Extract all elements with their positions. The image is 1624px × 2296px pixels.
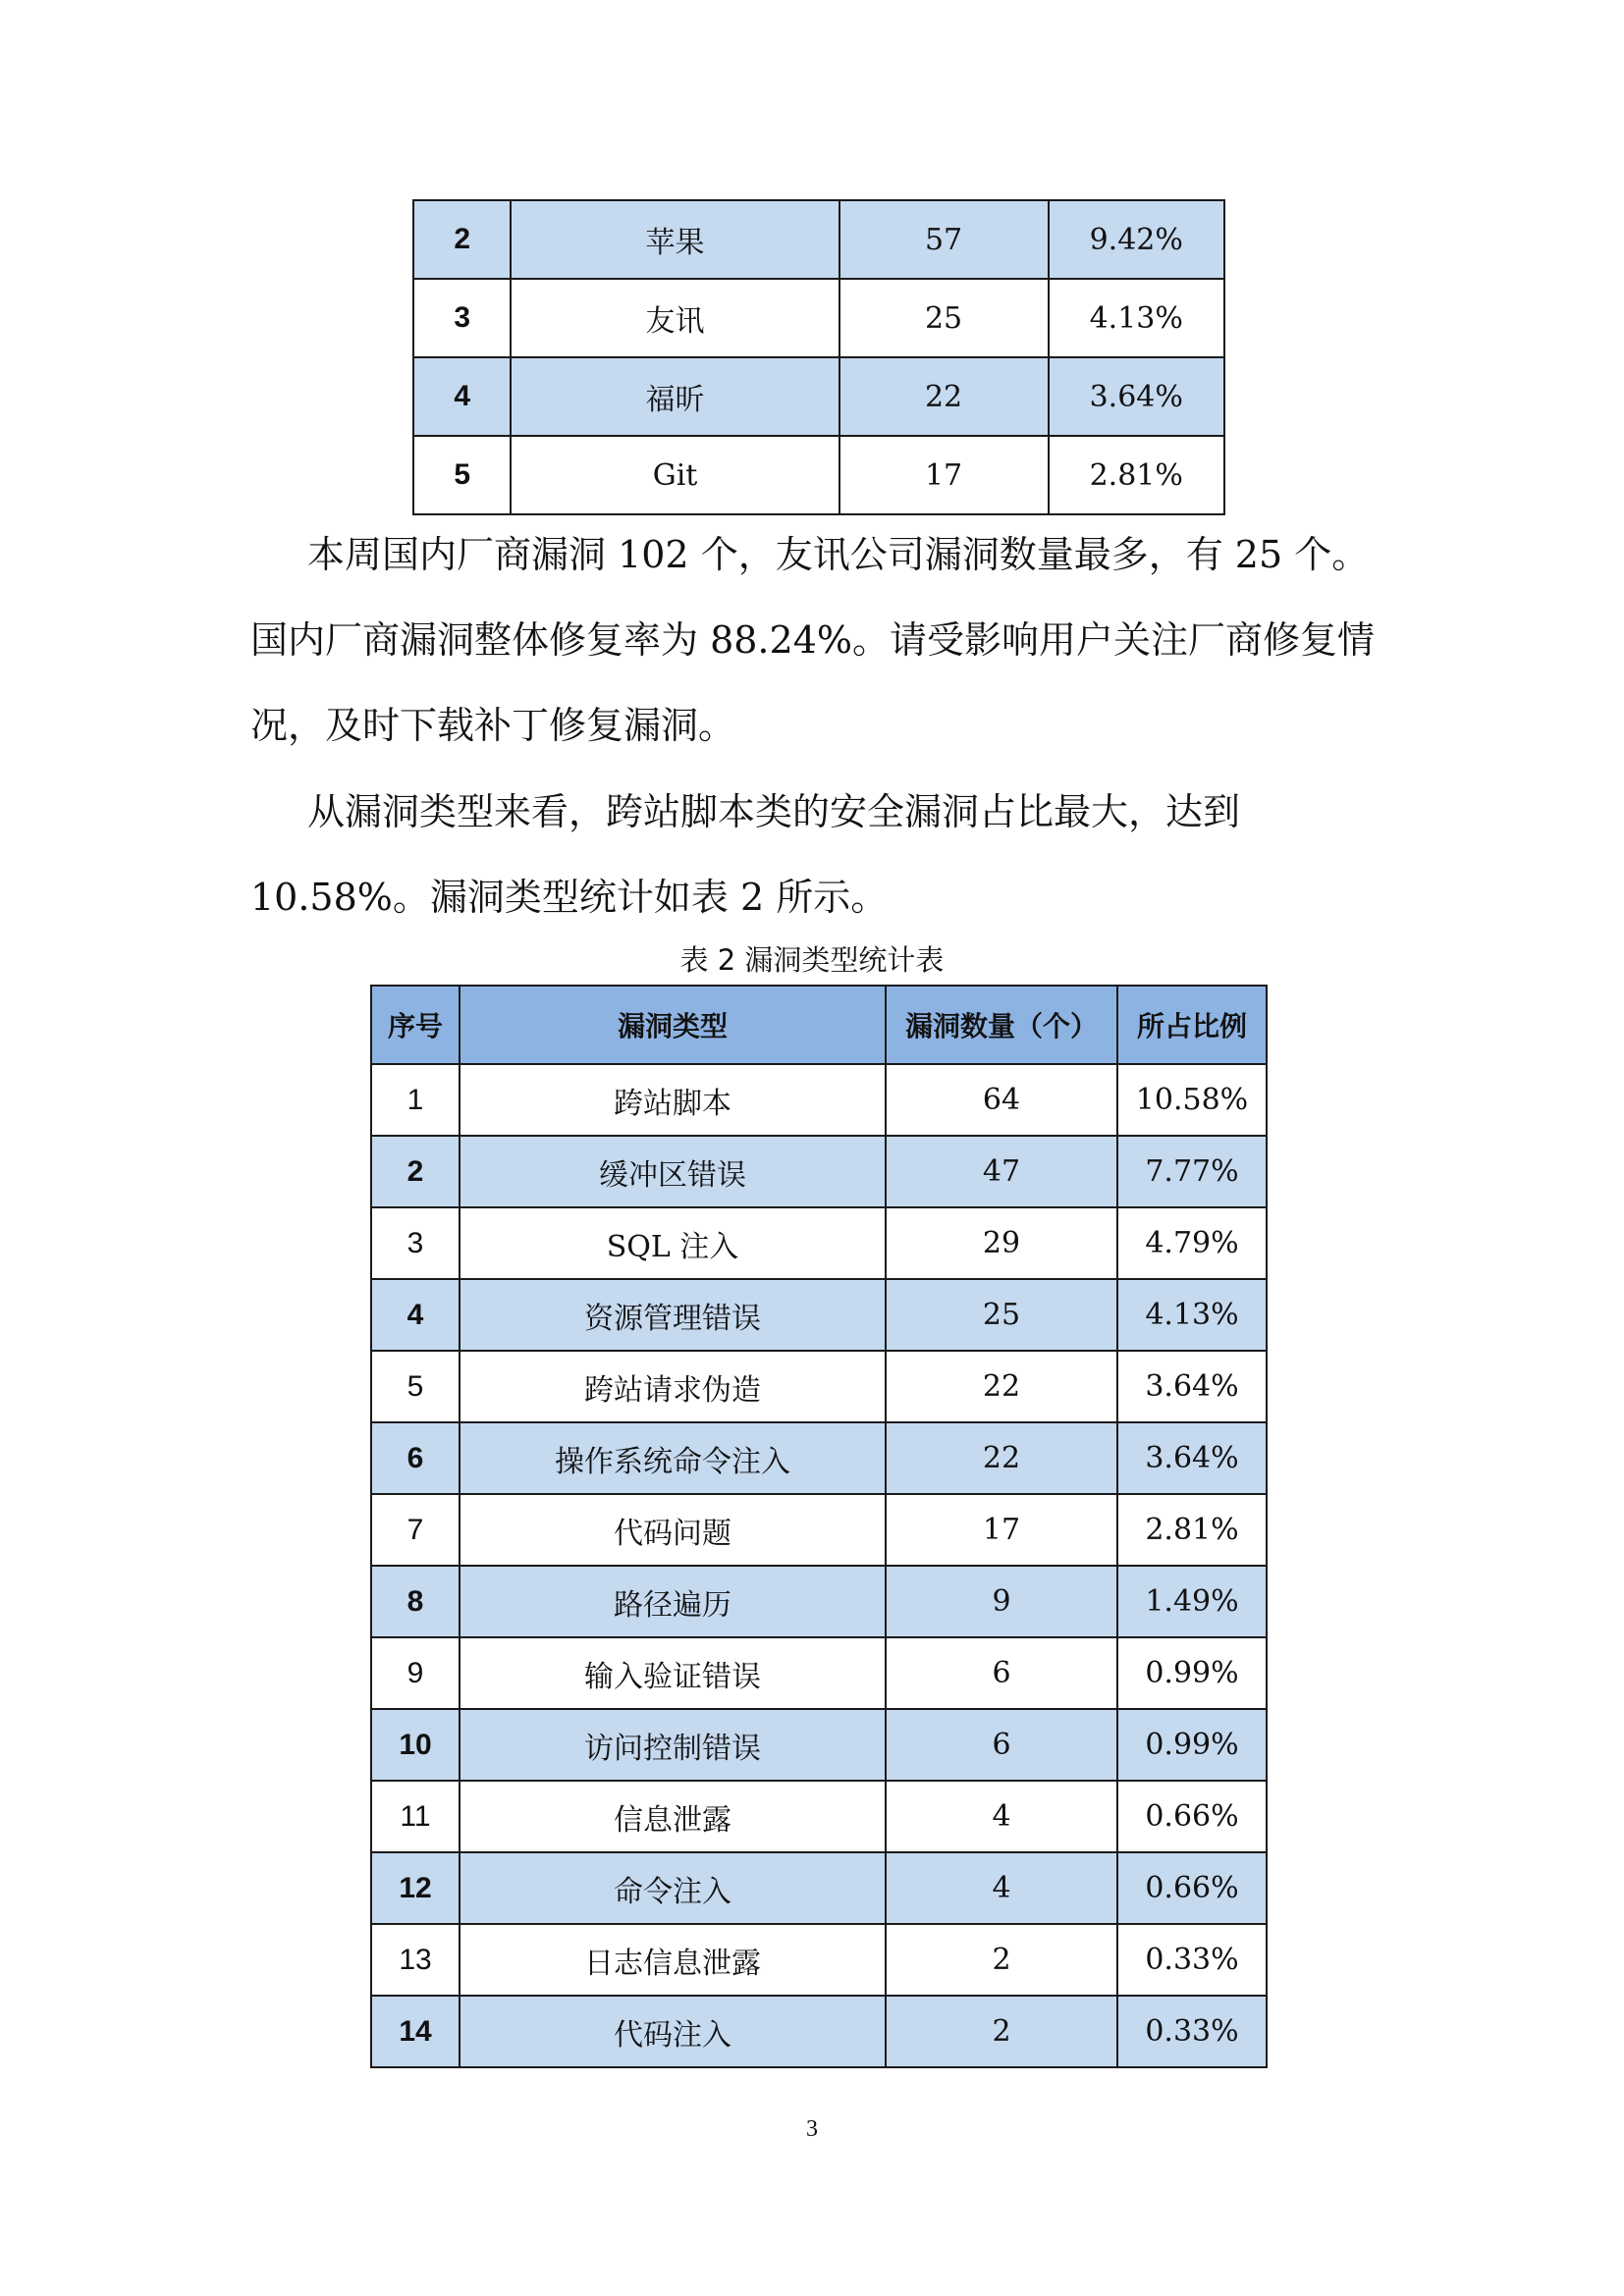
table-row	[371, 1207, 1267, 1279]
table-row	[371, 1351, 1267, 1422]
type-cell: 日志信息泄露	[460, 1924, 886, 1996]
no-cell: 5	[371, 1351, 460, 1422]
no-cell: 7	[371, 1494, 460, 1566]
vuln-type-table	[370, 985, 1268, 2068]
page-number: 3	[806, 2116, 818, 2142]
count-cell: 17	[839, 436, 1049, 514]
count-cell: 64	[886, 1064, 1117, 1136]
percent-cell: 4.13%	[1049, 279, 1225, 357]
vendor-cell: Git	[511, 436, 839, 514]
header-no: 序号	[371, 986, 460, 1064]
table-row	[371, 1781, 1267, 1852]
type-cell: 资源管理错误	[460, 1279, 886, 1351]
count-cell: 22	[886, 1351, 1117, 1422]
percent-cell: 0.66%	[1117, 1852, 1267, 1924]
count-cell: 22	[886, 1422, 1117, 1494]
table-row	[371, 1494, 1267, 1566]
type-cell: 跨站脚本	[460, 1064, 886, 1136]
table-row	[371, 1709, 1267, 1781]
count-cell: 2	[886, 1924, 1117, 1996]
percent-cell: 2.81%	[1049, 436, 1225, 514]
count-cell: 6	[886, 1637, 1117, 1709]
type-cell: 信息泄露	[460, 1781, 886, 1852]
type-cell: 访问控制错误	[460, 1709, 886, 1781]
count-cell: 2	[886, 1996, 1117, 2067]
count-cell: 4	[886, 1781, 1117, 1852]
count-cell: 9	[886, 1566, 1117, 1637]
header-count: 漏洞数量（个）	[886, 986, 1117, 1064]
count-cell: 4	[886, 1852, 1117, 1924]
vendor-cell: 友讯	[511, 279, 839, 357]
no-cell: 9	[371, 1637, 460, 1709]
count-cell: 57	[839, 200, 1049, 279]
count-cell: 6	[886, 1709, 1117, 1781]
header-percent: 所占比例	[1117, 986, 1267, 1064]
type-cell: 代码问题	[460, 1494, 886, 1566]
vendor-table-body	[413, 200, 1224, 514]
no-cell: 6	[371, 1422, 460, 1494]
table-row	[371, 1279, 1267, 1351]
no-cell: 10	[371, 1709, 460, 1781]
table-row	[371, 1064, 1267, 1136]
no-cell: 4	[371, 1279, 460, 1351]
percent-cell: 0.66%	[1117, 1781, 1267, 1852]
table-header-row	[371, 986, 1267, 1064]
count-cell: 22	[839, 357, 1049, 436]
vendor-cell: 苹果	[511, 200, 839, 279]
percent-cell: 2.81%	[1117, 1494, 1267, 1566]
table-row	[413, 200, 1224, 279]
table-row	[413, 436, 1224, 514]
count-cell: 25	[886, 1279, 1117, 1351]
no-cell: 2	[371, 1136, 460, 1207]
no-cell: 14	[371, 1996, 460, 2067]
no-cell: 1	[371, 1064, 460, 1136]
percent-cell: 0.33%	[1117, 1924, 1267, 1996]
rank-cell: 3	[413, 279, 511, 357]
type-cell: SQL 注入	[460, 1207, 886, 1279]
header-type: 漏洞类型	[460, 986, 886, 1064]
percent-cell: 7.77%	[1117, 1136, 1267, 1207]
no-cell: 8	[371, 1566, 460, 1637]
percent-cell: 3.64%	[1049, 357, 1225, 436]
percent-cell: 3.64%	[1117, 1351, 1267, 1422]
table-caption: 表 2 漏洞类型统计表	[679, 943, 945, 977]
table-row	[371, 1637, 1267, 1709]
no-cell: 3	[371, 1207, 460, 1279]
percent-cell: 0.33%	[1117, 1996, 1267, 2067]
no-cell: 12	[371, 1852, 460, 1924]
type-cell: 缓冲区错误	[460, 1136, 886, 1207]
percent-cell: 4.13%	[1117, 1279, 1267, 1351]
percent-cell: 0.99%	[1117, 1709, 1267, 1781]
no-cell: 11	[371, 1781, 460, 1852]
no-cell: 13	[371, 1924, 460, 1996]
rank-cell: 5	[413, 436, 511, 514]
percent-cell: 9.42%	[1049, 200, 1225, 279]
count-cell: 29	[886, 1207, 1117, 1279]
percent-cell: 10.58%	[1117, 1064, 1267, 1136]
table-row	[413, 357, 1224, 436]
vendor-cell: 福昕	[511, 357, 839, 436]
type-cell: 路径遍历	[460, 1566, 886, 1637]
vuln-type-table-body	[371, 1064, 1267, 2067]
type-cell: 命令注入	[460, 1852, 886, 1924]
count-cell: 25	[839, 279, 1049, 357]
rank-cell: 2	[413, 200, 511, 279]
percent-cell: 4.79%	[1117, 1207, 1267, 1279]
table-row	[413, 279, 1224, 357]
table-row	[371, 1852, 1267, 1924]
count-cell: 17	[886, 1494, 1117, 1566]
vuln-type-paragraph: 从漏洞类型来看，跨站脚本类的安全漏洞占比最大，达到 10.58%。漏洞类型统计如表 2 所示。	[250, 790, 1241, 919]
table-row	[371, 1996, 1267, 2067]
type-cell: 输入验证错误	[460, 1637, 886, 1709]
table-row	[371, 1924, 1267, 1996]
type-cell: 跨站请求伪造	[460, 1351, 886, 1422]
rank-cell: 4	[413, 357, 511, 436]
percent-cell: 0.99%	[1117, 1637, 1267, 1709]
percent-cell: 3.64%	[1117, 1422, 1267, 1494]
count-cell: 47	[886, 1136, 1117, 1207]
table-row	[371, 1566, 1267, 1637]
type-cell: 代码注入	[460, 1996, 886, 2067]
type-cell: 操作系统命令注入	[460, 1422, 886, 1494]
table-row	[371, 1136, 1267, 1207]
domestic-vendor-paragraph: 本周国内厂商漏洞 102 个，友讯公司漏洞数量最多，有 25 个。国内厂商漏洞整体修复率为 88.24%。请受影响用户关注厂商修复情况，及时下载补丁修复漏洞。	[250, 533, 1375, 747]
percent-cell: 1.49%	[1117, 1566, 1267, 1637]
vendor-table	[412, 199, 1225, 515]
table-row	[371, 1422, 1267, 1494]
